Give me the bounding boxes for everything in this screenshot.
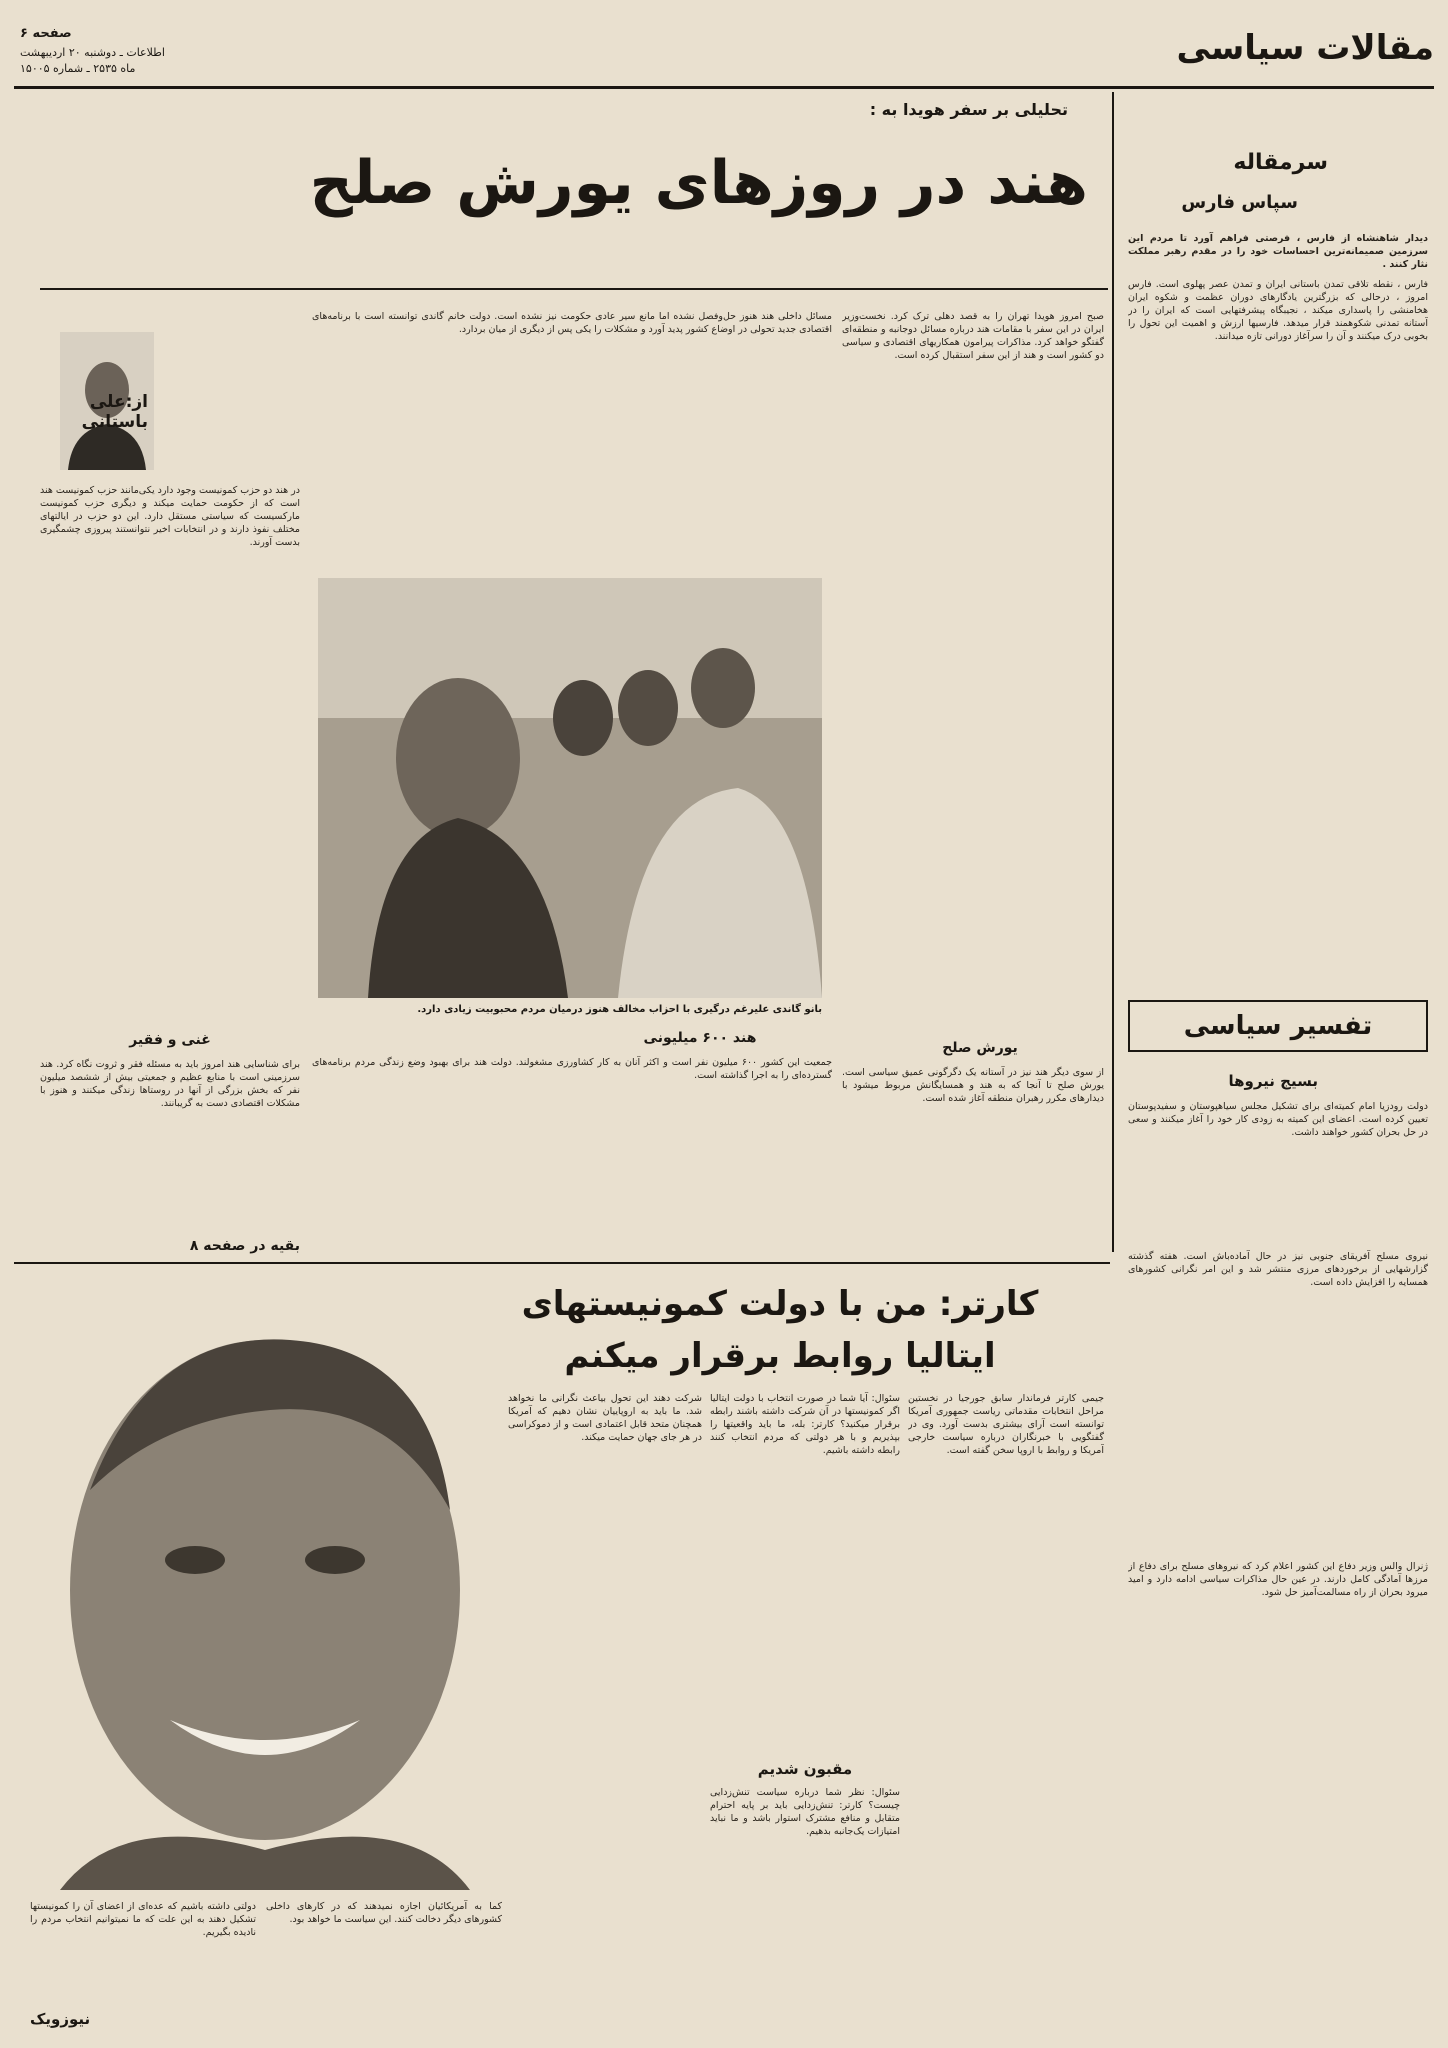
gandhi-photo-caption: بانو گاندی علیرغم درگیری با احزاب مخالف هنوز درمیان مردم محبوبیت زیادی دارد.	[417, 1004, 822, 1015]
carter-bottom-1: دولتی داشته باشیم که عده‌ای از اعضای آن را کمونیستها تشکیل دهند به این علت که ما نمیتوانیم انتخاب مردم را نادیده بگیریم.	[30, 1901, 256, 1938]
carter-col-4: شرکت دهند این تحول بیاعث نگرانی ما نخواهد شد. ما باید به اروپاییان نشان دهیم که آمریکا همچنان متحد قابل اعتمادی است و از دموکراسی در هر جای جهان حمایت میکند.	[508, 1393, 702, 1443]
issue-line-1: اطلاعات ـ دوشنبه ۲۰ اردیبهشت	[20, 46, 165, 59]
carter-headline-1: کارتر: من با دولت کمونیستهای	[521, 1284, 1039, 1324]
carter-col-1: جیمی کارتر فرماندار سابق جورجیا در نخستین مراحل انتخابات مقدماتی ریاست جمهوری آمریکا توانسته است آرای بیشتری بدست آورد. وی در گفتگویی با خبرنگاران درباره سیاست خارجی آمریکا و روابط با اروپا سخن گفته است.	[908, 1393, 1104, 1456]
analysis-col-left: صبح امروز هویدا تهران را به قصد دهلی ترک کرد. نخست‌وزیر ایران در این سفر با مقامات هند درباره مسائل دوجانبه و منطقه‌ای گفتگو خواهد کرد. مذاکرات پیرامون همکاریهای اقتصادی و سیاسی دو کشور است و هند از این سفر استقبال کرده است.	[842, 311, 1104, 361]
carter-col-2: سئوال: آیا شما در صورت انتخاب با دولت ایتالیا اگر کمونیستها در آن شرکت داشته باشند رابطه برقرار میکنید؟ کارتر: بله، ما باید واقعیتها را بپذیریم و با هر دولتی که مردم انتخاب کنند رابطه داشته باشیم.	[710, 1393, 900, 1456]
analysis-col-right: در هند دو حزب کمونیست وجود دارد یکی‌مانند حزب کمونیست هند است که از حکومت حمایت میکند و دیگری حزب کمونیست مارکسیست که سیاستی مستقل دارد. این دو حزب در ایالتهای مختلف نفوذ دارند و در انتخابات اخیر نتوانستند پیروزی چشمگیری بدست آورند.	[40, 485, 300, 548]
tafsir-heading: تفسیر سیاسی	[1183, 1011, 1373, 1041]
page-label: صفحه ۶	[20, 26, 72, 41]
masthead-rule	[14, 86, 1434, 89]
editorial-heading: سرمقاله	[1233, 150, 1328, 175]
carter-headline-2: ایتالیا روابط برقرار میکنم	[564, 1336, 996, 1376]
analysis-col-mid-2: جمعیت این کشور ۶۰۰ میلیون نفر است و اکثر آنان به کار کشاورزی مشغولند. دولت هند برای بهبود وضع زندگی مردم برنامه‌های گسترده‌ای را به اجرا گذاشته است.	[312, 1057, 832, 1081]
sidebar-divider	[1112, 92, 1114, 1252]
continued-note: بقیه در صفحه ۸	[189, 1238, 300, 1254]
gandhi-photo	[318, 578, 822, 998]
tafsir-box	[1128, 1000, 1428, 1052]
analysis-kicker: تحلیلی بر سفر هویدا به :	[869, 100, 1068, 119]
editorial-lead: دیدار شاهنشاه از فارس ، فرصتی فراهم آورد تا مردم این سرزمین صمیمانه‌ترین احساسات خود را در مقدم رهبر مملکت نثار کنند .	[1128, 233, 1428, 270]
analysis-col-right-2: برای شناسایی هند امروز باید به مسئله فقر و ثروت نگاه کرد. هند سرزمینی است با منابع عظیم و جمعیتی بیش از ششصد میلیون نفر که بخش بزرگی از آنها در روستاها زندگی میکنند و هنوز با مشکلات اقتصادی دست به گریبانند.	[40, 1059, 300, 1109]
carter-photo	[30, 1290, 500, 1890]
carter-bottom-2: کما به آمریکائیان اجازه نمیدهند که در کارهای داخلی کشورهای دیگر دخالت کنند. این سیاست ما خواهد بود.	[266, 1901, 502, 1925]
carter-source: نیوزویک	[30, 2010, 91, 2028]
analysis-col-mid: مسائل داخلی هند هنوز حل‌وفصل نشده اما مانع سیر عادی حکومت نیز نشده است. دولت خانم گاندی توانسته است با برنامه‌های اقتصادی جدید تحولی در اوضاع کشور پدید آورد و مشکلات را یکی پس از دیگری از میان بردارد.	[312, 311, 832, 335]
subhead-peace: یورش صلح	[942, 1040, 1018, 1056]
subhead-poor: غنی و فقیر	[129, 1032, 211, 1048]
carter-subhead: مقبون شدیم	[757, 1760, 853, 1778]
section-rule	[14, 1262, 1110, 1264]
tafsir-body-2: نیروی مسلح آفریقای جنوبی نیز در حال آماده‌باش است. هفته گذشته گزارشهایی از برخوردهای مرزی منتشر شد و این امر نگرانی کشورهای همسایه را افزایش داده است.	[1128, 1251, 1428, 1288]
editorial-title: سپاس فارس	[1181, 192, 1298, 213]
subhead-600: هند ۶۰۰ میلیونی	[643, 1030, 757, 1046]
editorial-body: فارس ، نقطه تلاقی تمدن باستانی ایران و تمدن عصر پهلوی است. فارس امروز ، درحالی که بزرگترین یادگارهای دوران عظمت و شکوه ایران هخامنشی را پاسداری میکند ، نجیبگاه پیشرفتهایی است که ایران را در آستانه تمدنی شکوهمند قرار میدهد. فارسیها ارزش و اهمیت این تحول را بخوبی درک میکنند و آن را سرآغاز دورانی تازه میدانند.	[1128, 279, 1428, 342]
analysis-headline: هند در روزهای یورش صلح	[309, 148, 1088, 218]
analysis-col-left-2: از سوی دیگر هند نیز در آستانه یک دگرگونی عمیق سیاسی است. یورش صلح تا آنجا که به هند و همسایگانش مربوط میشود با دیدارهای مکرر رهبران منطقه آغاز شده است.	[842, 1067, 1104, 1104]
section-title: مقالات سیاسی	[1176, 28, 1434, 68]
tafsir-title: بسیج نیروها	[1228, 1072, 1318, 1090]
tafsir-body-3: ژنرال والس وزیر دفاع این کشور اعلام کرد که نیروهای مسلح برای دفاع از مرزها آمادگی کامل دارند. در عین حال مذاکرات سیاسی ادامه دارد و امید میرود بحران از راه مسالمت‌آمیز حل شود.	[1128, 1561, 1428, 1598]
headline-rule	[40, 288, 1108, 290]
tafsir-body-1: دولت رودزیا امام کمیته‌ای برای تشکیل مجلس سیاهپوستان و سفیدپوستان تعیین کرده است. اعضای این کمیته به زودی کار خود را آغاز میکنند و سعی در حل بحران کشور خواهند داشت.	[1128, 1101, 1428, 1138]
issue-line-2: ماه ۲۵۳۵ ـ شماره ۱۵۰۰۵	[20, 62, 136, 75]
carter-col-3: سئوال: نظر شما درباره سیاست تنش‌زدایی چیست؟ کارتر: تنش‌زدایی باید بر پایه احترام متقابل و منافع مشترک استوار باشد و ما نباید امتیازات یک‌جانبه بدهیم.	[710, 1787, 900, 1837]
